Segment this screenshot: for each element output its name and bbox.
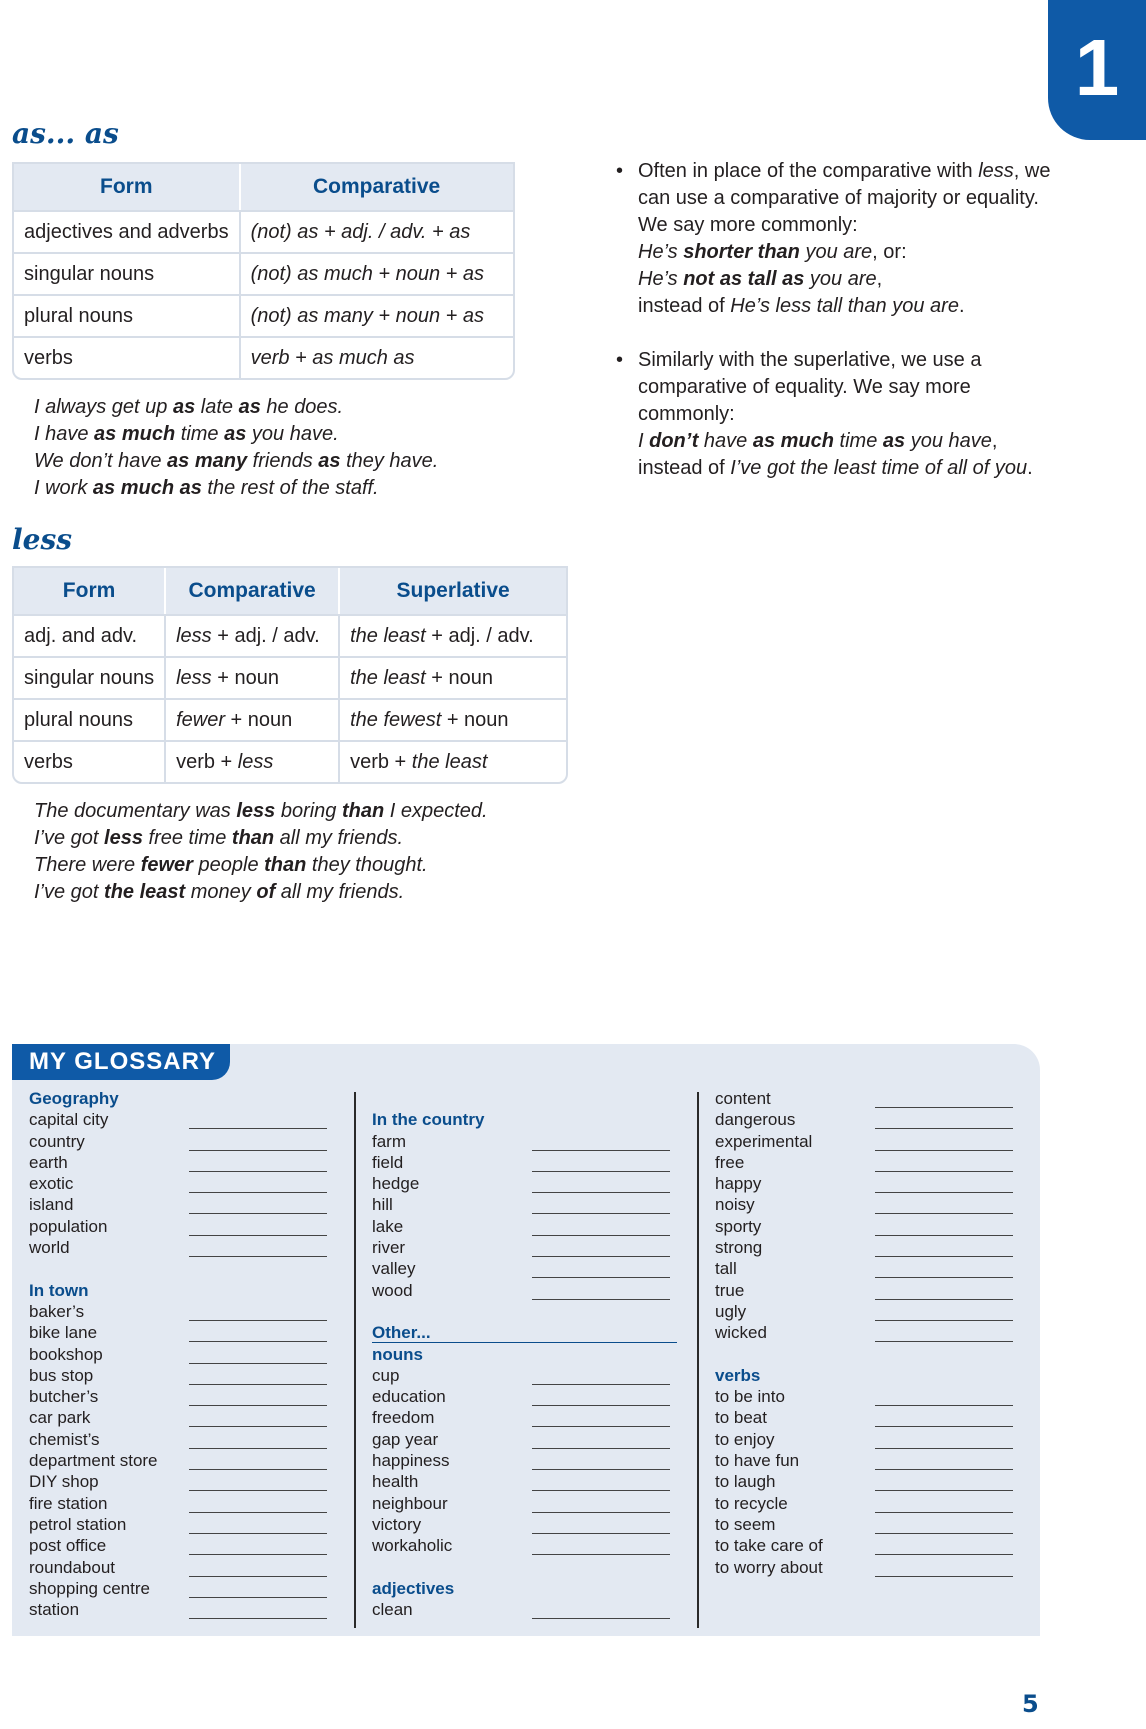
- glossary-panel: [12, 1044, 1040, 1636]
- glossary-heading: [372, 1322, 692, 1343]
- answer-line[interactable]: [532, 1426, 670, 1427]
- glossary-entry: [715, 1301, 1035, 1322]
- glossary-word: experimental: [715, 1131, 813, 1151]
- spacer: [372, 1301, 692, 1322]
- answer-line[interactable]: [875, 1235, 1013, 1236]
- glossary-word: fire station: [29, 1493, 108, 1513]
- glossary-column: [715, 1088, 1035, 1578]
- glossary-entry: [29, 1578, 349, 1599]
- glossary-word: to worry about: [715, 1557, 823, 1577]
- glossary-entry: [29, 1365, 349, 1386]
- glossary-word: wood: [372, 1280, 413, 1300]
- less-title: less: [12, 523, 72, 556]
- answer-line[interactable]: [189, 1192, 327, 1193]
- answer-line[interactable]: [189, 1469, 327, 1470]
- note-item: • Often in place of the comparative with less, we can use a comparative of majority or equality. We say more commonly: He’s shorter than you are, or: He’s not as tall as you are, instead of He’s less tall than you are.: [616, 158, 1056, 320]
- answer-line[interactable]: [875, 1426, 1013, 1427]
- answer-line[interactable]: [189, 1213, 327, 1214]
- glossary-word: clean: [372, 1600, 413, 1620]
- glossary-entry: [372, 1493, 692, 1514]
- as-as-header: Comparative: [241, 164, 513, 210]
- glossary-word: victory: [372, 1514, 422, 1534]
- answer-line[interactable]: [532, 1235, 670, 1236]
- less-header: Comparative: [166, 568, 340, 614]
- glossary-entry: [372, 1535, 692, 1556]
- table-cell: singular nouns: [14, 252, 241, 294]
- glossary-entry: [29, 1599, 349, 1620]
- glossary-word: field: [372, 1152, 404, 1172]
- glossary-word: health: [372, 1472, 419, 1492]
- glossary-entry: [715, 1216, 1035, 1237]
- as-as-examples: [34, 394, 438, 502]
- answer-line[interactable]: [189, 1554, 327, 1555]
- glossary-word: population: [29, 1216, 108, 1236]
- glossary-entry: [29, 1194, 349, 1215]
- example-sentence: I work as much as the rest of the staff.: [34, 477, 379, 499]
- table-cell: plural nouns: [14, 698, 166, 740]
- glossary-word: dangerous: [715, 1110, 796, 1130]
- glossary-word: valley: [372, 1259, 416, 1279]
- glossary-word: river: [372, 1238, 406, 1258]
- spacer: [29, 1258, 349, 1279]
- glossary-word: baker’s: [29, 1301, 85, 1321]
- glossary-entry: [715, 1535, 1035, 1556]
- glossary-word: hedge: [372, 1174, 420, 1194]
- spacer: [372, 1088, 692, 1109]
- answer-line[interactable]: [532, 1171, 670, 1172]
- glossary-word: bus stop: [29, 1365, 94, 1385]
- answer-line[interactable]: [875, 1469, 1013, 1470]
- glossary-word: sporty: [715, 1216, 762, 1236]
- answer-line[interactable]: [875, 1554, 1013, 1555]
- example-sentence: I always get up as late as he does.: [34, 396, 344, 418]
- glossary-entry: [372, 1450, 692, 1471]
- glossary-word: strong: [715, 1238, 763, 1258]
- glossary-entry: [372, 1514, 692, 1535]
- example-sentence: I have as much time as you have.: [34, 423, 339, 445]
- glossary-entry: [29, 1493, 349, 1514]
- glossary-entry: [372, 1237, 692, 1258]
- table-row: [14, 698, 566, 740]
- glossary-word: country: [29, 1131, 85, 1151]
- answer-line[interactable]: [532, 1384, 670, 1385]
- glossary-word: happy: [715, 1174, 762, 1194]
- less-examples: [34, 798, 488, 906]
- table-cell: verb + as much as: [241, 336, 513, 378]
- table-row: [14, 210, 513, 252]
- answer-line[interactable]: [532, 1618, 670, 1619]
- glossary-entry: [715, 1237, 1035, 1258]
- table-cell: adjectives and adverbs: [14, 210, 241, 252]
- glossary-entry: [29, 1322, 349, 1343]
- answer-line[interactable]: [189, 1448, 327, 1449]
- answer-line[interactable]: [875, 1405, 1013, 1406]
- glossary-entry: [29, 1514, 349, 1535]
- glossary-entry: [29, 1109, 349, 1130]
- glossary-entry: [715, 1557, 1035, 1578]
- example-sentence: I’ve got the least money of all my friends.: [34, 881, 405, 903]
- glossary-word: farm: [372, 1131, 406, 1151]
- glossary-entry: [372, 1471, 692, 1492]
- glossary-heading: [29, 1280, 349, 1301]
- table-cell: the fewest + noun: [340, 698, 566, 740]
- glossary-entry: [715, 1088, 1035, 1109]
- table-cell: the least + adj. / adv.: [340, 614, 566, 656]
- glossary-word: station: [29, 1600, 80, 1620]
- glossary-word: butcher’s: [29, 1387, 99, 1407]
- glossary-word: post office: [29, 1536, 107, 1556]
- glossary-entry: [29, 1152, 349, 1173]
- glossary-column: [372, 1088, 692, 1620]
- answer-line[interactable]: [875, 1299, 1013, 1300]
- glossary-word: free: [715, 1152, 745, 1172]
- glossary-entry: [372, 1173, 692, 1194]
- answer-line[interactable]: [532, 1490, 670, 1491]
- glossary-entry: [372, 1216, 692, 1237]
- glossary-word: gap year: [372, 1429, 439, 1449]
- glossary-entry: [715, 1493, 1035, 1514]
- glossary-entry: [372, 1429, 692, 1450]
- glossary-heading: [715, 1365, 1035, 1386]
- glossary-entry: [715, 1514, 1035, 1535]
- table-row: [14, 740, 566, 782]
- spacer: [372, 1557, 692, 1578]
- glossary-word: to beat: [715, 1408, 767, 1428]
- glossary-entry: [372, 1131, 692, 1152]
- answer-line[interactable]: [189, 1320, 327, 1321]
- glossary-word: noisy: [715, 1195, 755, 1215]
- glossary-word: world: [29, 1238, 70, 1258]
- glossary-word: hill: [372, 1195, 393, 1215]
- glossary-word: to take care of: [715, 1536, 823, 1556]
- glossary-word: happiness: [372, 1451, 450, 1471]
- glossary-entry: [29, 1344, 349, 1365]
- table-row: [14, 294, 513, 336]
- less-header: Form: [14, 568, 166, 614]
- answer-line[interactable]: [189, 1426, 327, 1427]
- answer-line[interactable]: [189, 1150, 327, 1151]
- answer-line[interactable]: [189, 1576, 327, 1577]
- glossary-entry: [715, 1152, 1035, 1173]
- answer-line[interactable]: [532, 1150, 670, 1151]
- glossary-entry: [715, 1450, 1035, 1471]
- table-row: [14, 614, 566, 656]
- table-row: [14, 252, 513, 294]
- glossary-word: roundabout: [29, 1557, 116, 1577]
- answer-line[interactable]: [189, 1341, 327, 1342]
- glossary-word: shopping centre: [29, 1578, 150, 1598]
- glossary-entry: [715, 1194, 1035, 1215]
- answer-line[interactable]: [875, 1213, 1013, 1214]
- glossary-entry: [372, 1194, 692, 1215]
- glossary-title: MY GLOSSARY: [12, 1044, 230, 1080]
- glossary-entry: [372, 1599, 692, 1620]
- less-header: Superlative: [340, 568, 566, 614]
- glossary-heading: [372, 1109, 692, 1130]
- answer-line[interactable]: [532, 1448, 670, 1449]
- answer-line[interactable]: [875, 1256, 1013, 1257]
- glossary-word: content: [715, 1089, 771, 1108]
- notes-list: [616, 158, 1056, 509]
- answer-line[interactable]: [532, 1533, 670, 1534]
- answer-line[interactable]: [875, 1512, 1013, 1513]
- column-divider: [354, 1092, 356, 1628]
- answer-line[interactable]: [875, 1320, 1013, 1321]
- glossary-heading-text: Other...: [372, 1323, 431, 1343]
- answer-line[interactable]: [532, 1192, 670, 1193]
- glossary-word: department store: [29, 1451, 158, 1471]
- glossary-word: exotic: [29, 1174, 74, 1194]
- column-divider: [697, 1092, 699, 1628]
- answer-line[interactable]: [189, 1512, 327, 1513]
- answer-line[interactable]: [189, 1235, 327, 1236]
- glossary-word: to laugh: [715, 1472, 776, 1492]
- glossary-word: bookshop: [29, 1344, 103, 1364]
- table-cell: plural nouns: [14, 294, 241, 336]
- answer-line[interactable]: [189, 1384, 327, 1385]
- glossary-entry: [29, 1301, 349, 1322]
- glossary-word: capital city: [29, 1110, 109, 1130]
- glossary-entry: [29, 1173, 349, 1194]
- answer-line[interactable]: [875, 1490, 1013, 1491]
- answer-line[interactable]: [189, 1363, 327, 1364]
- example-sentence: I’ve got less free time than all my friends.: [34, 827, 404, 849]
- glossary-heading-text: verbs: [715, 1365, 761, 1385]
- glossary-entry: [715, 1407, 1035, 1428]
- glossary-heading-text: nouns: [372, 1344, 423, 1364]
- glossary-entry: [29, 1131, 349, 1152]
- answer-line[interactable]: [532, 1213, 670, 1214]
- answer-line[interactable]: [189, 1128, 327, 1129]
- glossary-word: cup: [372, 1365, 400, 1385]
- glossary-word: car park: [29, 1408, 91, 1428]
- answer-line[interactable]: [189, 1171, 327, 1172]
- glossary-word: to recycle: [715, 1493, 788, 1513]
- glossary-entry: [715, 1280, 1035, 1301]
- table-cell: fewer + noun: [166, 698, 340, 740]
- answer-line[interactable]: [875, 1150, 1013, 1151]
- as-as-title: as... as: [12, 117, 119, 150]
- example-sentence: The documentary was less boring than I expected.: [34, 800, 488, 822]
- answer-line[interactable]: [532, 1299, 670, 1300]
- answer-line[interactable]: [532, 1277, 670, 1278]
- table-cell: singular nouns: [14, 656, 166, 698]
- answer-line[interactable]: [875, 1128, 1013, 1129]
- glossary-word: to enjoy: [715, 1429, 775, 1449]
- answer-line[interactable]: [875, 1341, 1013, 1342]
- glossary-word: ugly: [715, 1301, 747, 1321]
- glossary-word: earth: [29, 1152, 68, 1172]
- table-cell: (not) as much + noun + as: [241, 252, 513, 294]
- spacer: [715, 1344, 1035, 1365]
- answer-line[interactable]: [875, 1448, 1013, 1449]
- table-row: [14, 656, 566, 698]
- answer-line[interactable]: [189, 1490, 327, 1491]
- glossary-entry: [29, 1450, 349, 1471]
- table-cell: (not) as + adj. / adv. + as: [241, 210, 513, 252]
- glossary-word: wicked: [715, 1323, 767, 1343]
- answer-line[interactable]: [532, 1256, 670, 1257]
- glossary-word: to be into: [715, 1387, 785, 1407]
- table-cell: (not) as many + noun + as: [241, 294, 513, 336]
- glossary-heading-text: In town: [29, 1280, 89, 1300]
- glossary-word: freedom: [372, 1408, 435, 1428]
- glossary-entry: [715, 1258, 1035, 1279]
- glossary-entry: [29, 1429, 349, 1450]
- glossary-word: to seem: [715, 1514, 776, 1534]
- table-row: [14, 336, 513, 378]
- glossary-heading-text: In the country: [372, 1110, 485, 1130]
- glossary-entry: [715, 1322, 1035, 1343]
- glossary-entry: [715, 1131, 1035, 1152]
- glossary-heading: [29, 1088, 349, 1109]
- answer-line[interactable]: [875, 1576, 1013, 1577]
- answer-line[interactable]: [189, 1597, 327, 1598]
- as-as-table: [12, 162, 515, 380]
- glossary-entry: [715, 1109, 1035, 1130]
- glossary-word: lake: [372, 1216, 404, 1236]
- glossary-word: true: [715, 1280, 745, 1300]
- glossary-word: petrol station: [29, 1514, 127, 1534]
- answer-line[interactable]: [875, 1192, 1013, 1193]
- glossary-entry: [372, 1258, 692, 1279]
- glossary-entry: [29, 1386, 349, 1407]
- answer-line[interactable]: [189, 1405, 327, 1406]
- example-sentence: There were fewer people than they thought.: [34, 854, 428, 876]
- glossary-word: neighbour: [372, 1493, 448, 1513]
- glossary-entry: [29, 1471, 349, 1492]
- glossary-word: chemist’s: [29, 1429, 100, 1449]
- unit-number: 1: [1074, 23, 1120, 112]
- glossary-word: DIY shop: [29, 1472, 99, 1492]
- example-sentence: We don’t have as many friends as they have.: [34, 450, 439, 472]
- table-cell: verb + less: [166, 740, 340, 782]
- glossary-entry: [372, 1152, 692, 1173]
- glossary-entry: [372, 1365, 692, 1386]
- less-table: [12, 566, 568, 784]
- glossary-entry: [29, 1407, 349, 1428]
- glossary-column: [29, 1088, 349, 1620]
- glossary-word: workaholic: [372, 1536, 453, 1556]
- glossary-entry: [372, 1280, 692, 1301]
- glossary-word: tall: [715, 1259, 737, 1279]
- glossary-entry: [372, 1407, 692, 1428]
- answer-line[interactable]: [875, 1533, 1013, 1534]
- answer-line[interactable]: [875, 1277, 1013, 1278]
- glossary-heading-text: adjectives: [372, 1578, 455, 1598]
- table-cell: less + adj. / adv.: [166, 614, 340, 656]
- table-cell: verbs: [14, 336, 241, 378]
- glossary-word: education: [372, 1387, 446, 1407]
- glossary-entry: [372, 1386, 692, 1407]
- answer-line[interactable]: [189, 1256, 327, 1257]
- glossary-entry: [715, 1173, 1035, 1194]
- glossary-entry: [29, 1557, 349, 1578]
- glossary-entry: [29, 1535, 349, 1556]
- glossary-word: island: [29, 1195, 74, 1215]
- answer-line[interactable]: [875, 1171, 1013, 1172]
- answer-line[interactable]: [189, 1618, 327, 1619]
- glossary-heading: [372, 1344, 692, 1365]
- glossary-entry: [29, 1216, 349, 1237]
- glossary-heading-text: Geography: [29, 1089, 119, 1108]
- answer-line[interactable]: [532, 1554, 670, 1555]
- note-item: • Similarly with the superlative, we use a comparative of equality. We say more commonly: I don’t have as much time as you have, instead of I’ve got the least time of all of you.: [616, 347, 1056, 482]
- glossary-entry: [715, 1429, 1035, 1450]
- answer-line[interactable]: [875, 1107, 1013, 1108]
- glossary-word: bike lane: [29, 1323, 98, 1343]
- unit-tab: [1048, 0, 1146, 140]
- table-cell: adj. and adv.: [14, 614, 166, 656]
- glossary-entry: [715, 1386, 1035, 1407]
- table-cell: verb + the least: [340, 740, 566, 782]
- as-as-header: Form: [14, 164, 241, 210]
- table-cell: less + noun: [166, 656, 340, 698]
- glossary-entry: [715, 1471, 1035, 1492]
- glossary-heading: [372, 1578, 692, 1599]
- table-cell: verbs: [14, 740, 166, 782]
- answer-line[interactable]: [532, 1512, 670, 1513]
- answer-line[interactable]: [189, 1533, 327, 1534]
- table-cell: the least + noun: [340, 656, 566, 698]
- answer-line[interactable]: [532, 1469, 670, 1470]
- glossary-word: to have fun: [715, 1451, 800, 1471]
- page-number: 5: [1022, 1690, 1039, 1718]
- glossary-entry: [29, 1237, 349, 1258]
- answer-line[interactable]: [532, 1405, 670, 1406]
